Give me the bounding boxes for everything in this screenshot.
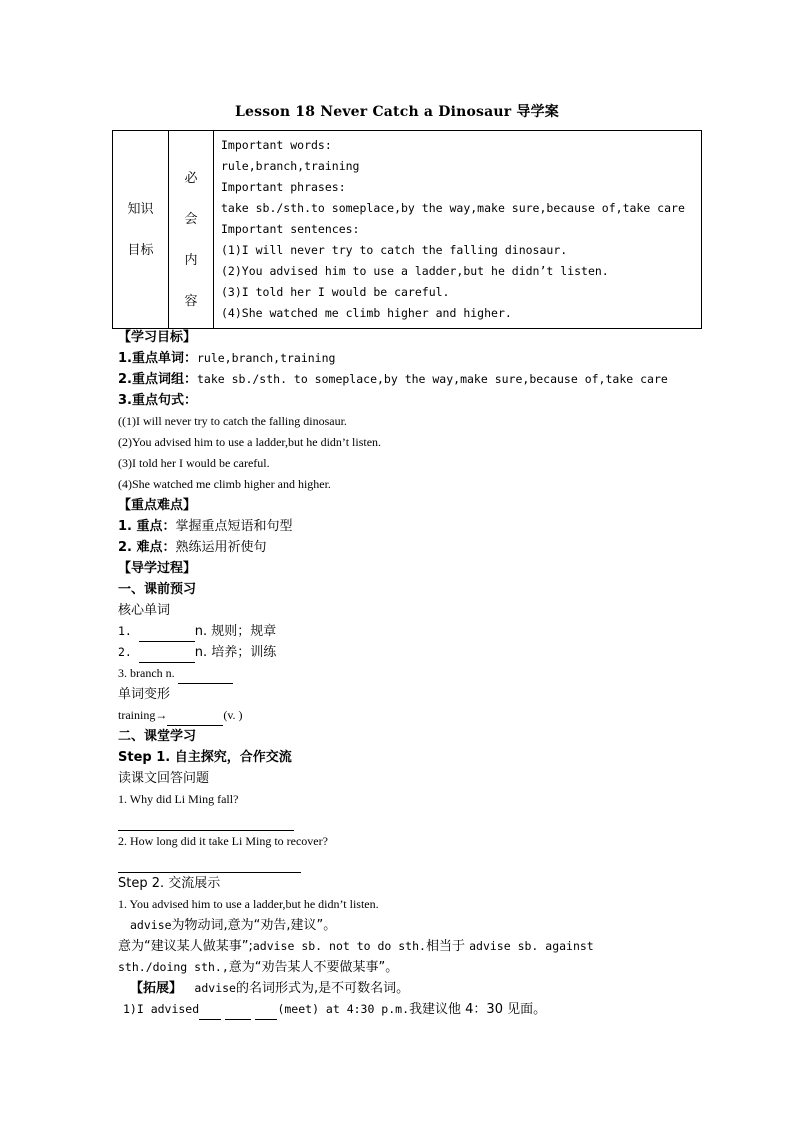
goals-heading: 【学习目标】	[118, 330, 197, 345]
blank-line	[255, 1004, 277, 1020]
advise-word: advise	[130, 918, 172, 932]
exercise-1-mid: (meet) at 4:30 p.m.	[277, 1002, 410, 1016]
extension-text: 的名词形式为,是不可数名词。	[235, 981, 410, 996]
question-2: 2. How long did it take Li Ming to recover?	[118, 834, 328, 848]
goals-phrases-label: 2.重点词组：	[118, 372, 197, 387]
table-line: (2)You advised him to use a ladder,but he didn’t listen.	[221, 264, 609, 278]
goals-sentence: (3)I told her I would be careful.	[118, 456, 270, 470]
table-line: rule,branch,training	[221, 159, 360, 173]
table-line: (1)I will never try to catch the falling dinosaur.	[221, 243, 568, 257]
table-content	[214, 131, 702, 329]
goals-sentence: (2)You advised him to use a ladder,but he didn’t listen.	[118, 435, 382, 449]
extension-label: 【拓展】	[130, 981, 183, 996]
word-form-pre: training→	[118, 708, 168, 722]
word-form-post: (v. )	[223, 708, 243, 722]
table-line: (3)I told her I would be careful.	[221, 285, 450, 299]
answer-line-1	[118, 810, 738, 831]
goals-words-text: rule,branch,training	[196, 351, 336, 365]
process-heading: 【导学过程】	[118, 561, 197, 576]
table-line: (4)She watched me climb higher and higher.	[221, 306, 512, 320]
meaning-line-1	[118, 936, 738, 957]
word-item-1-num: 1.	[118, 624, 139, 638]
left-label-line: 知识	[127, 201, 154, 217]
table-line: Important sentences:	[221, 222, 360, 236]
meaning-line-2	[118, 957, 738, 978]
extension-line	[118, 978, 738, 999]
goals-words	[118, 348, 738, 369]
goals-sentence: ((1)I will never try to catch the falling dinosaur.	[118, 414, 347, 428]
difficulty-item-2-text: 熟练运用祈使句	[175, 540, 267, 555]
meaning-cn-1: 意为“建议某人做某事”;	[118, 939, 253, 954]
goals-phrases	[118, 369, 738, 390]
mid-label-char: 容	[184, 293, 198, 309]
word-form-item	[118, 705, 738, 726]
goals-sentences-label: 3.重点句式：	[118, 393, 197, 408]
goals-phrases-text: take sb./sth. to someplace,by the way,make sure,because of,take care	[196, 372, 668, 386]
word-item-1-text: n. 规则；规章	[194, 624, 277, 639]
blank-line	[199, 1004, 221, 1020]
meaning-en-2: advise sb. against	[469, 939, 594, 953]
difficulty-heading: 【重点难点】	[118, 498, 197, 513]
difficulty-item-1	[118, 516, 738, 537]
meaning2-en: sth./doing sth.,	[118, 960, 229, 974]
read-answer-heading: 读课文回答问题	[118, 771, 210, 786]
meaning2-cn: 意为“劝告某人不要做某事”。	[228, 960, 399, 975]
goals-sentence: (4)She watched me climb higher and higher.	[118, 477, 331, 491]
blank-line	[118, 857, 301, 873]
meaning-cn-2: 相当于	[425, 939, 465, 954]
table-line: take sb./sth.to someplace,by the way,make sure,because of,take care	[221, 201, 685, 215]
blank-line	[118, 815, 294, 831]
step-1-heading: Step 1. 自主探究，合作交流	[118, 750, 292, 765]
word-item-3-text: 3. branch n.	[118, 666, 178, 680]
table-line: Important phrases:	[221, 180, 346, 194]
step-2-heading: Step 2. 交流展示	[118, 876, 221, 891]
table-left-label	[113, 131, 169, 329]
exercise-1-cn: 我建议他 4：30 见面。	[409, 1002, 547, 1017]
preview-heading: 一、课前预习	[118, 582, 197, 597]
blank-line	[139, 626, 195, 642]
table-line: Important words:	[221, 138, 332, 152]
advise-note-text: 为物动词,意为“劝告,建议”。	[171, 918, 337, 933]
answer-line-2	[118, 852, 738, 873]
class-heading: 二、课堂学习	[118, 729, 197, 744]
knowledge-goals-table	[112, 130, 702, 329]
exercise-1-pre: 1)I advised	[123, 1002, 200, 1016]
difficulty-item-2	[118, 537, 738, 558]
table-mid-label	[169, 131, 214, 329]
difficulty-item-2-label: 2. 难点：	[118, 540, 176, 555]
advise-note	[118, 915, 738, 936]
mid-label-char: 内	[184, 252, 198, 268]
meaning-en-1: advise sb. not to do sth.	[252, 939, 426, 953]
mid-label-char: 会	[184, 211, 198, 227]
word-item-2-text: n. 培养；训练	[194, 645, 277, 660]
page-title: Lesson 18 Never Catch a Dinosaur 导学案	[234, 104, 560, 120]
goals-words-label: 1.重点单词：	[118, 351, 197, 366]
blank-line	[139, 647, 195, 663]
blank-line	[178, 668, 233, 684]
word-item-2-num: 2.	[118, 645, 139, 659]
document-body	[118, 327, 738, 1020]
blank-line	[167, 710, 223, 726]
difficulty-item-1-text: 掌握重点短语和句型	[175, 519, 293, 534]
exercise-1	[118, 999, 738, 1020]
word-item-3	[118, 663, 738, 684]
left-label-line: 目标	[127, 242, 154, 258]
word-forms-heading: 单词变形	[118, 687, 171, 702]
blank-line	[225, 1004, 251, 1020]
core-words-heading: 核心单词	[118, 603, 171, 618]
step-2-sentence: 1. You advised him to use a ladder,but he didn’t listen.	[118, 897, 379, 911]
mid-label-char: 必	[184, 170, 198, 186]
question-1: 1. Why did Li Ming fall?	[118, 792, 239, 806]
word-item-1	[118, 621, 738, 642]
extension-word: advise	[194, 981, 236, 995]
word-item-2	[118, 642, 738, 663]
difficulty-item-1-label: 1. 重点：	[118, 519, 176, 534]
